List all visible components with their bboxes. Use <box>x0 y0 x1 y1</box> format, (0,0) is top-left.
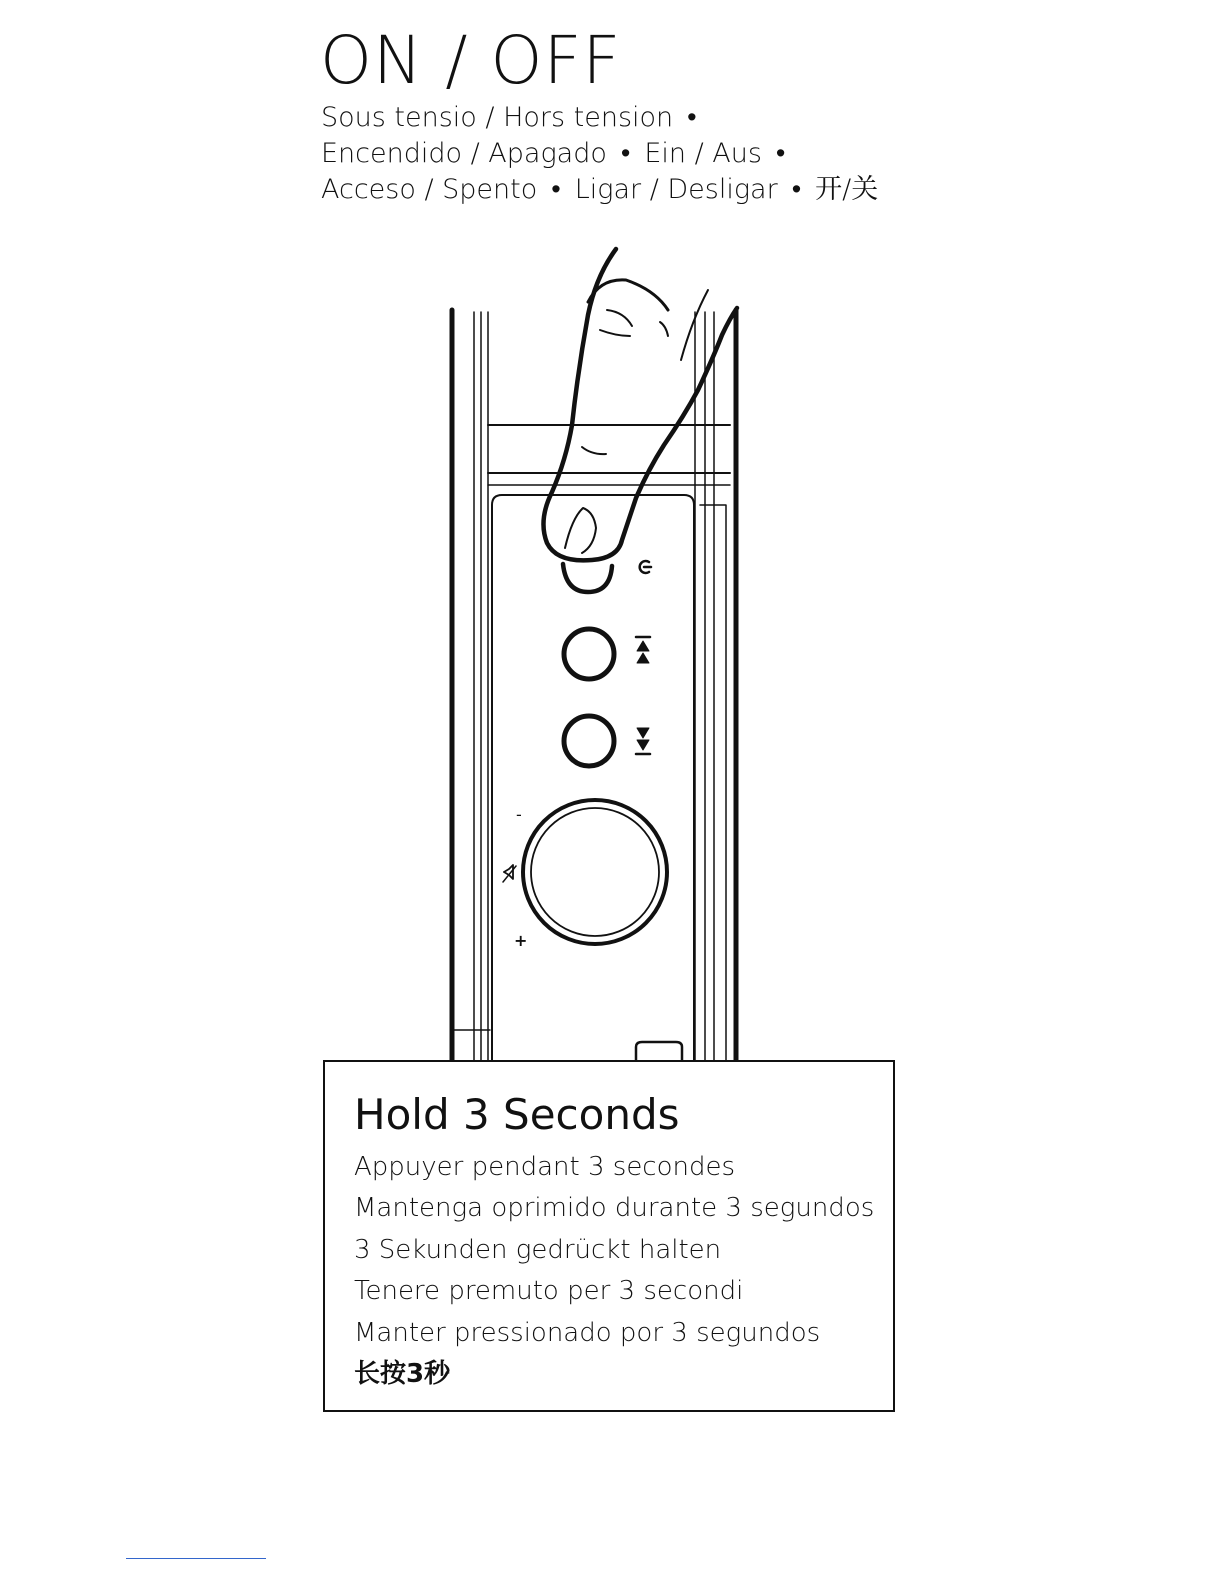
subtitle-portuguese: Ligar / Desligar <box>574 174 778 205</box>
bullet-separator: • <box>687 102 697 133</box>
instruction-french: Appuyer pendant 3 secondes <box>354 1152 736 1182</box>
skip-forward-button <box>564 629 614 679</box>
power-button <box>563 564 612 592</box>
subtitle-french: Sous tensio / Hors tension <box>321 102 674 133</box>
skip-back-icon <box>636 728 650 754</box>
footer-rule <box>126 1558 266 1559</box>
instruction-italian: Tenere premuto per 3 secondi <box>354 1276 744 1306</box>
volume-knob <box>523 800 667 944</box>
bullet-separator: • <box>620 138 631 169</box>
instruction-portuguese: Manter pressionado por 3 segundos <box>354 1318 821 1348</box>
bullet-separator: • <box>791 174 802 205</box>
instruction-german: 3 Sekunden gedrückt halten <box>354 1235 722 1265</box>
instruction-spanish: Mantenga oprimido durante 3 segundos <box>354 1193 875 1223</box>
power-icon <box>640 561 651 573</box>
subtitle-chinese: 开/关 <box>815 174 879 205</box>
bullet-separator: • <box>551 174 561 205</box>
mute-icon <box>503 865 516 882</box>
volume-minus-label: - <box>516 805 522 824</box>
subtitle-german: Ein / Aus <box>644 138 762 169</box>
instruction-box <box>323 1060 895 1412</box>
page-title: ON / OFF <box>320 22 622 99</box>
skip-back-button <box>564 716 614 766</box>
speaker-body <box>452 310 736 1060</box>
subtitle-italian: Acceso / Spento <box>321 174 538 205</box>
instruction-chinese: 长按3秒 <box>354 1359 451 1389</box>
volume-plus-label: + <box>514 931 528 950</box>
skip-forward-icon <box>636 637 650 663</box>
instruction-title: Hold 3 Seconds <box>354 1090 680 1139</box>
subtitle-spanish: Encendido / Apagado <box>321 138 607 169</box>
bullet-separator: • <box>775 138 786 169</box>
finger-illustration <box>543 249 737 560</box>
